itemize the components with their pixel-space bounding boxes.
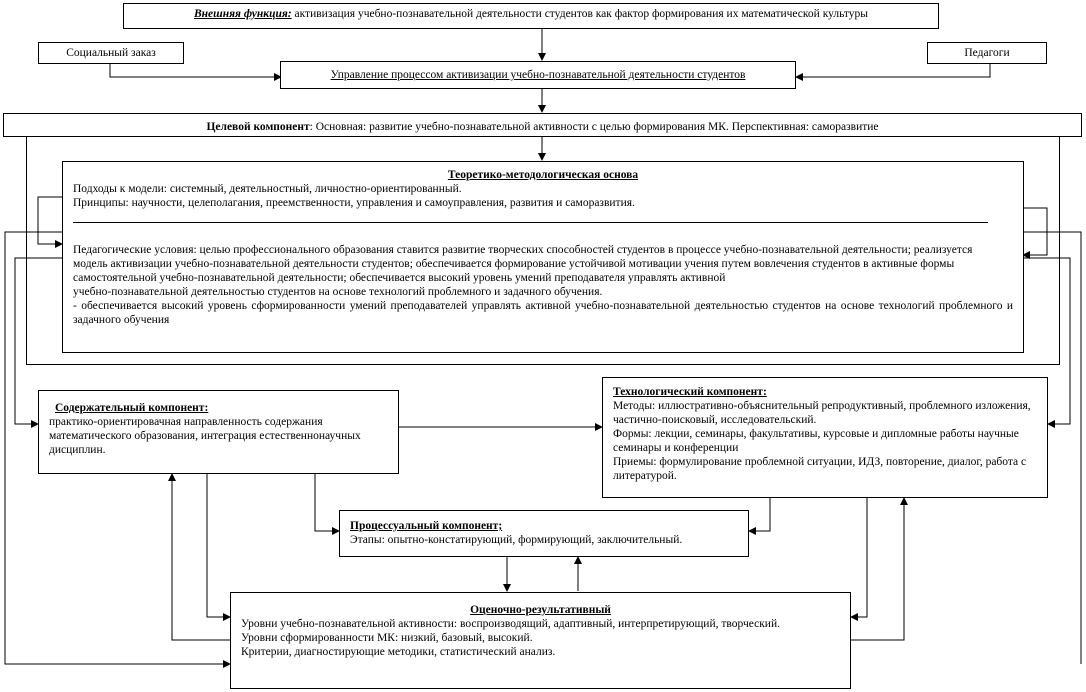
process-component-text: Этапы: опытно-констатирующий, формирующий, заключительный. <box>350 534 683 546</box>
external-function-text: активизация учебно-познавательной деятельности студентов как фактор формирования их математической культуры <box>294 8 869 20</box>
content-component-text: практико-ориентировачная направленность содержания математического образования, интеграция естественнонаучных дисциплин. <box>49 416 361 456</box>
arrow-content-to-process <box>315 474 339 531</box>
evaluation-component-title: Оценочно-результативный <box>470 604 611 616</box>
theoretical-title: Теоретико-методологическая основа <box>447 169 639 181</box>
arrow-teachers-to-management <box>796 64 990 77</box>
arrow-evaluation-to-tech <box>851 498 904 640</box>
theoretical-principles: Принципы: научности, целеполагания, преемственности, управления и самоуправления, развития и саморазвития. <box>73 197 635 209</box>
arrow-evaluation-to-content <box>172 474 230 640</box>
social-order-label: Социальный заказ <box>66 47 156 59</box>
teachers-label: Педагоги <box>964 47 1010 59</box>
external-function-label: Внешняя функция: <box>193 8 292 20</box>
arrow-social-to-management <box>110 64 281 77</box>
theoretical-conditions-3: - обеспечивается высокий уровень сформированности умений преподавателей управлять активной учебно-познавательной деятельностью студентов на основе технологий проблемного и задачного обучения <box>73 300 1013 326</box>
theoretical-conditions-2: учебно-познавательной деятельностью студентов на основе технологий проблемного и задачного обучения. <box>73 286 603 298</box>
social-order-box <box>38 42 184 64</box>
theoretical-approaches: Подходы к модели: системный, деятельностный, личностно-ориентированный. <box>73 183 462 195</box>
process-component-box <box>339 510 749 557</box>
evaluation-criteria: Критерии, диагностирующие методики, статистический анализ. <box>241 646 556 658</box>
target-component-text: : Основная: развитие учебно-познавательной активности с целью формирования МК. Перспективная: саморазвитие <box>309 121 879 133</box>
arrow-tech-to-process <box>749 498 770 531</box>
target-component-box <box>3 113 1082 137</box>
tech-component-forms: Формы: лекции, семинары, факультативы, курсовые и дипломные работы научные семинары и конференции <box>613 428 1019 454</box>
content-component-title: Содержательный компонент: <box>55 402 209 414</box>
theoretical-divider <box>73 222 988 223</box>
tech-component-title: Технологический компонент: <box>613 386 767 398</box>
evaluation-activity-levels: Уровни учебно-познавательной активности: воспроизводящий, адаптивный, интерпретирующий, творческий. <box>241 618 780 630</box>
process-component-title: Процессуальный компонент; <box>350 520 503 532</box>
target-component-label: Целевой компонент <box>206 121 310 133</box>
management-label: Управление процессом активизации учебно-познавательной деятельности студентов <box>330 69 746 81</box>
management-box <box>280 61 796 89</box>
theoretical-box <box>62 161 1024 353</box>
tech-component-techniques: Приемы: формулирование проблемной ситуации, ИДЗ, повторение, диалог, работа с литературой. <box>613 456 1027 482</box>
theoretical-conditions-1: Педагогические условия: целью профессионального образования ставится развитие творческих способностей студентов в процессе учебно-познавательной деятельности; реализуется модель активизации учебно-познавательной деятельности студентов; обеспечивается формирование устойчивой мотивации учения путем вовлечения студентов в активные формы самостоятельной учебно-познавательной деятельности; обеспечивается высокий уровень умений преподавателя управлять активной <box>73 244 973 284</box>
tech-component-methods: Методы: иллюстративно-объяснительный репродуктивный, проблемного изложения, частично-поисковый, исследовательский. <box>613 400 1031 426</box>
content-component-box <box>38 390 399 474</box>
tech-component-box <box>602 377 1048 498</box>
evaluation-component-box <box>230 592 851 689</box>
evaluation-mk-levels: Уровни сформированности МК: низкий, базовый, высокий. <box>241 632 533 644</box>
arrow-content-to-evaluation <box>207 474 230 617</box>
teachers-box <box>927 42 1047 64</box>
external-function-box <box>123 3 939 29</box>
arrow-tech-to-evaluation <box>851 498 867 617</box>
